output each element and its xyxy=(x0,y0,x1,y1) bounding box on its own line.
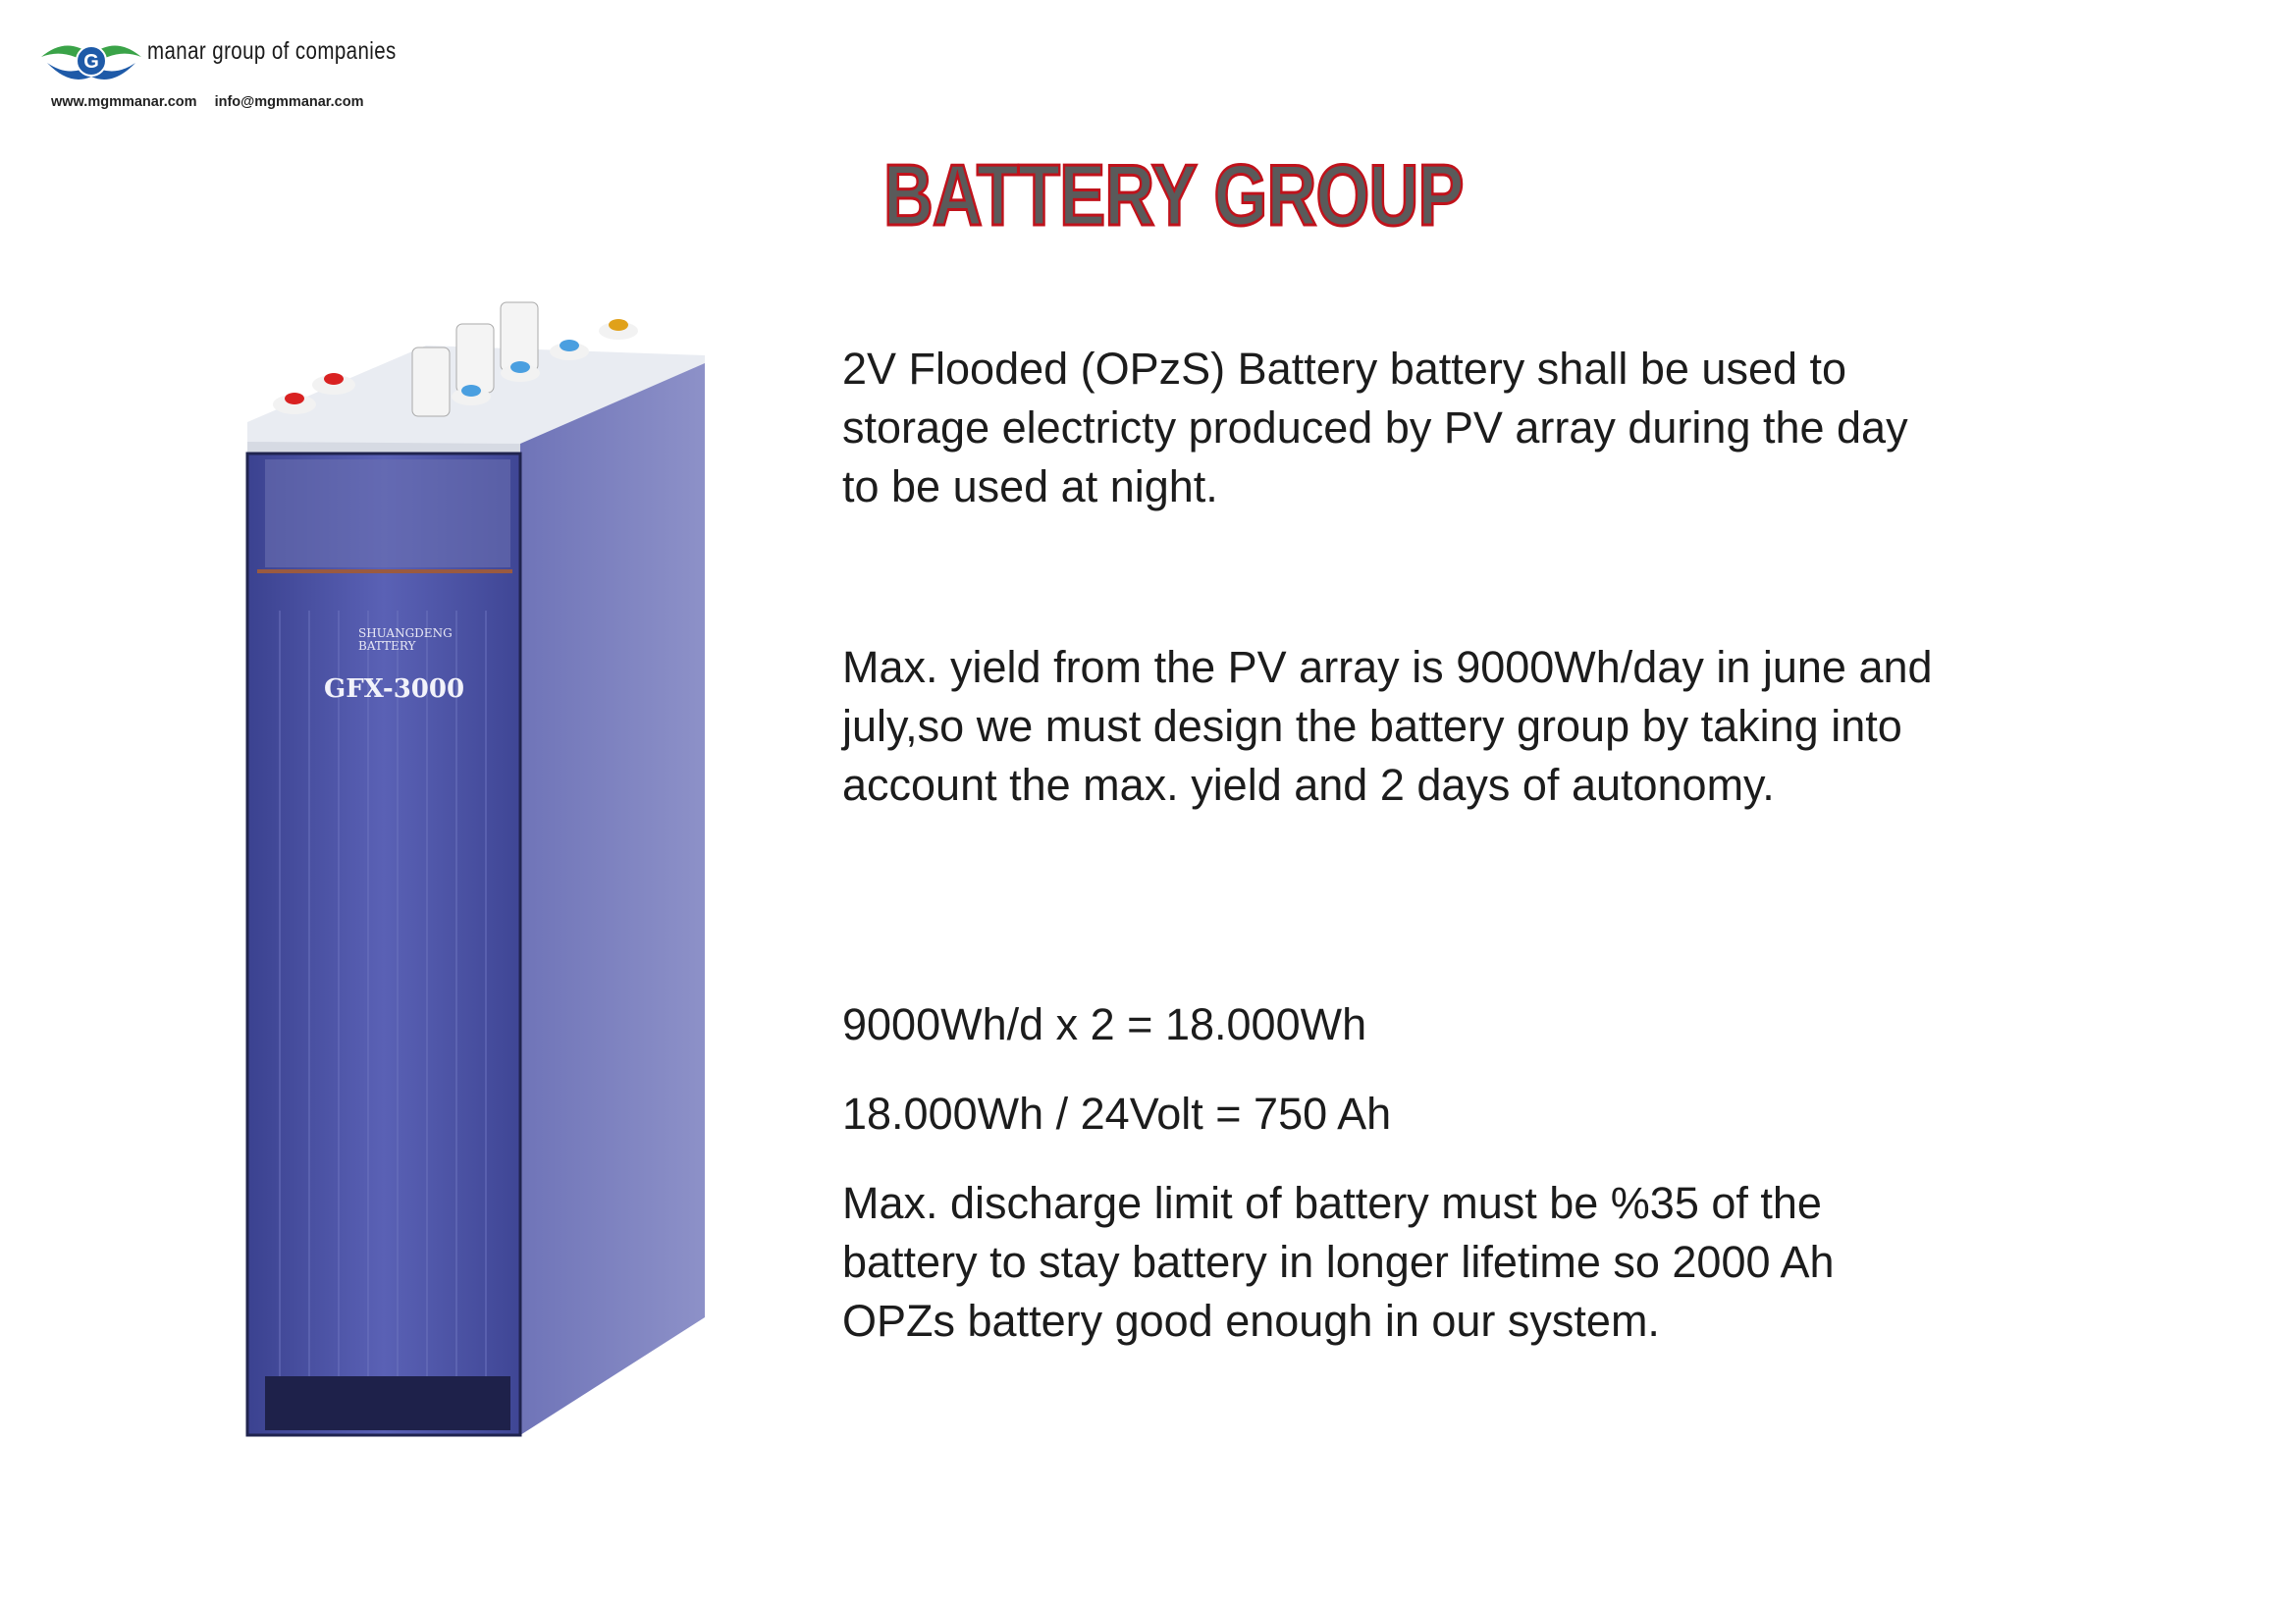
calculation-energy: 9000Wh/d x 2 = 18.000Wh xyxy=(842,999,1367,1049)
email-text: info@mgmmanar.com xyxy=(214,94,364,110)
battery-model: GFX-3000 xyxy=(324,674,465,704)
logo-letter: G xyxy=(83,51,99,73)
battery-brand-2: BATTERY xyxy=(358,639,416,653)
company-logo-icon xyxy=(37,27,145,88)
paragraph-description: 2V Flooded (OPzS) Battery battery shall be used to storage electricty produced by PV array during the day to be used at night. xyxy=(842,344,1908,511)
paragraph-discharge: Max. discharge limit of battery must be %35 of the battery to stay battery in longer lifetime so 2000 Ah OPZs battery good enough in our system. xyxy=(842,1178,1835,1346)
battery-brand-1: SHUANGDENG xyxy=(358,626,453,640)
company-name: manar group of companies xyxy=(147,37,397,65)
contact-line xyxy=(51,94,364,110)
page-title: BATTERY GROUP xyxy=(883,146,1464,243)
battery-image xyxy=(236,287,717,1445)
paragraph-yield: Max. yield from the PV array is 9000Wh/day in june and july,so we must design the battery group by taking into account the max. yield and 2 days of autonomy. xyxy=(842,642,1933,810)
website-text: www.mgmmanar.com xyxy=(51,94,197,110)
calculation-capacity: 18.000Wh / 24Volt = 750 Ah xyxy=(842,1089,1392,1139)
